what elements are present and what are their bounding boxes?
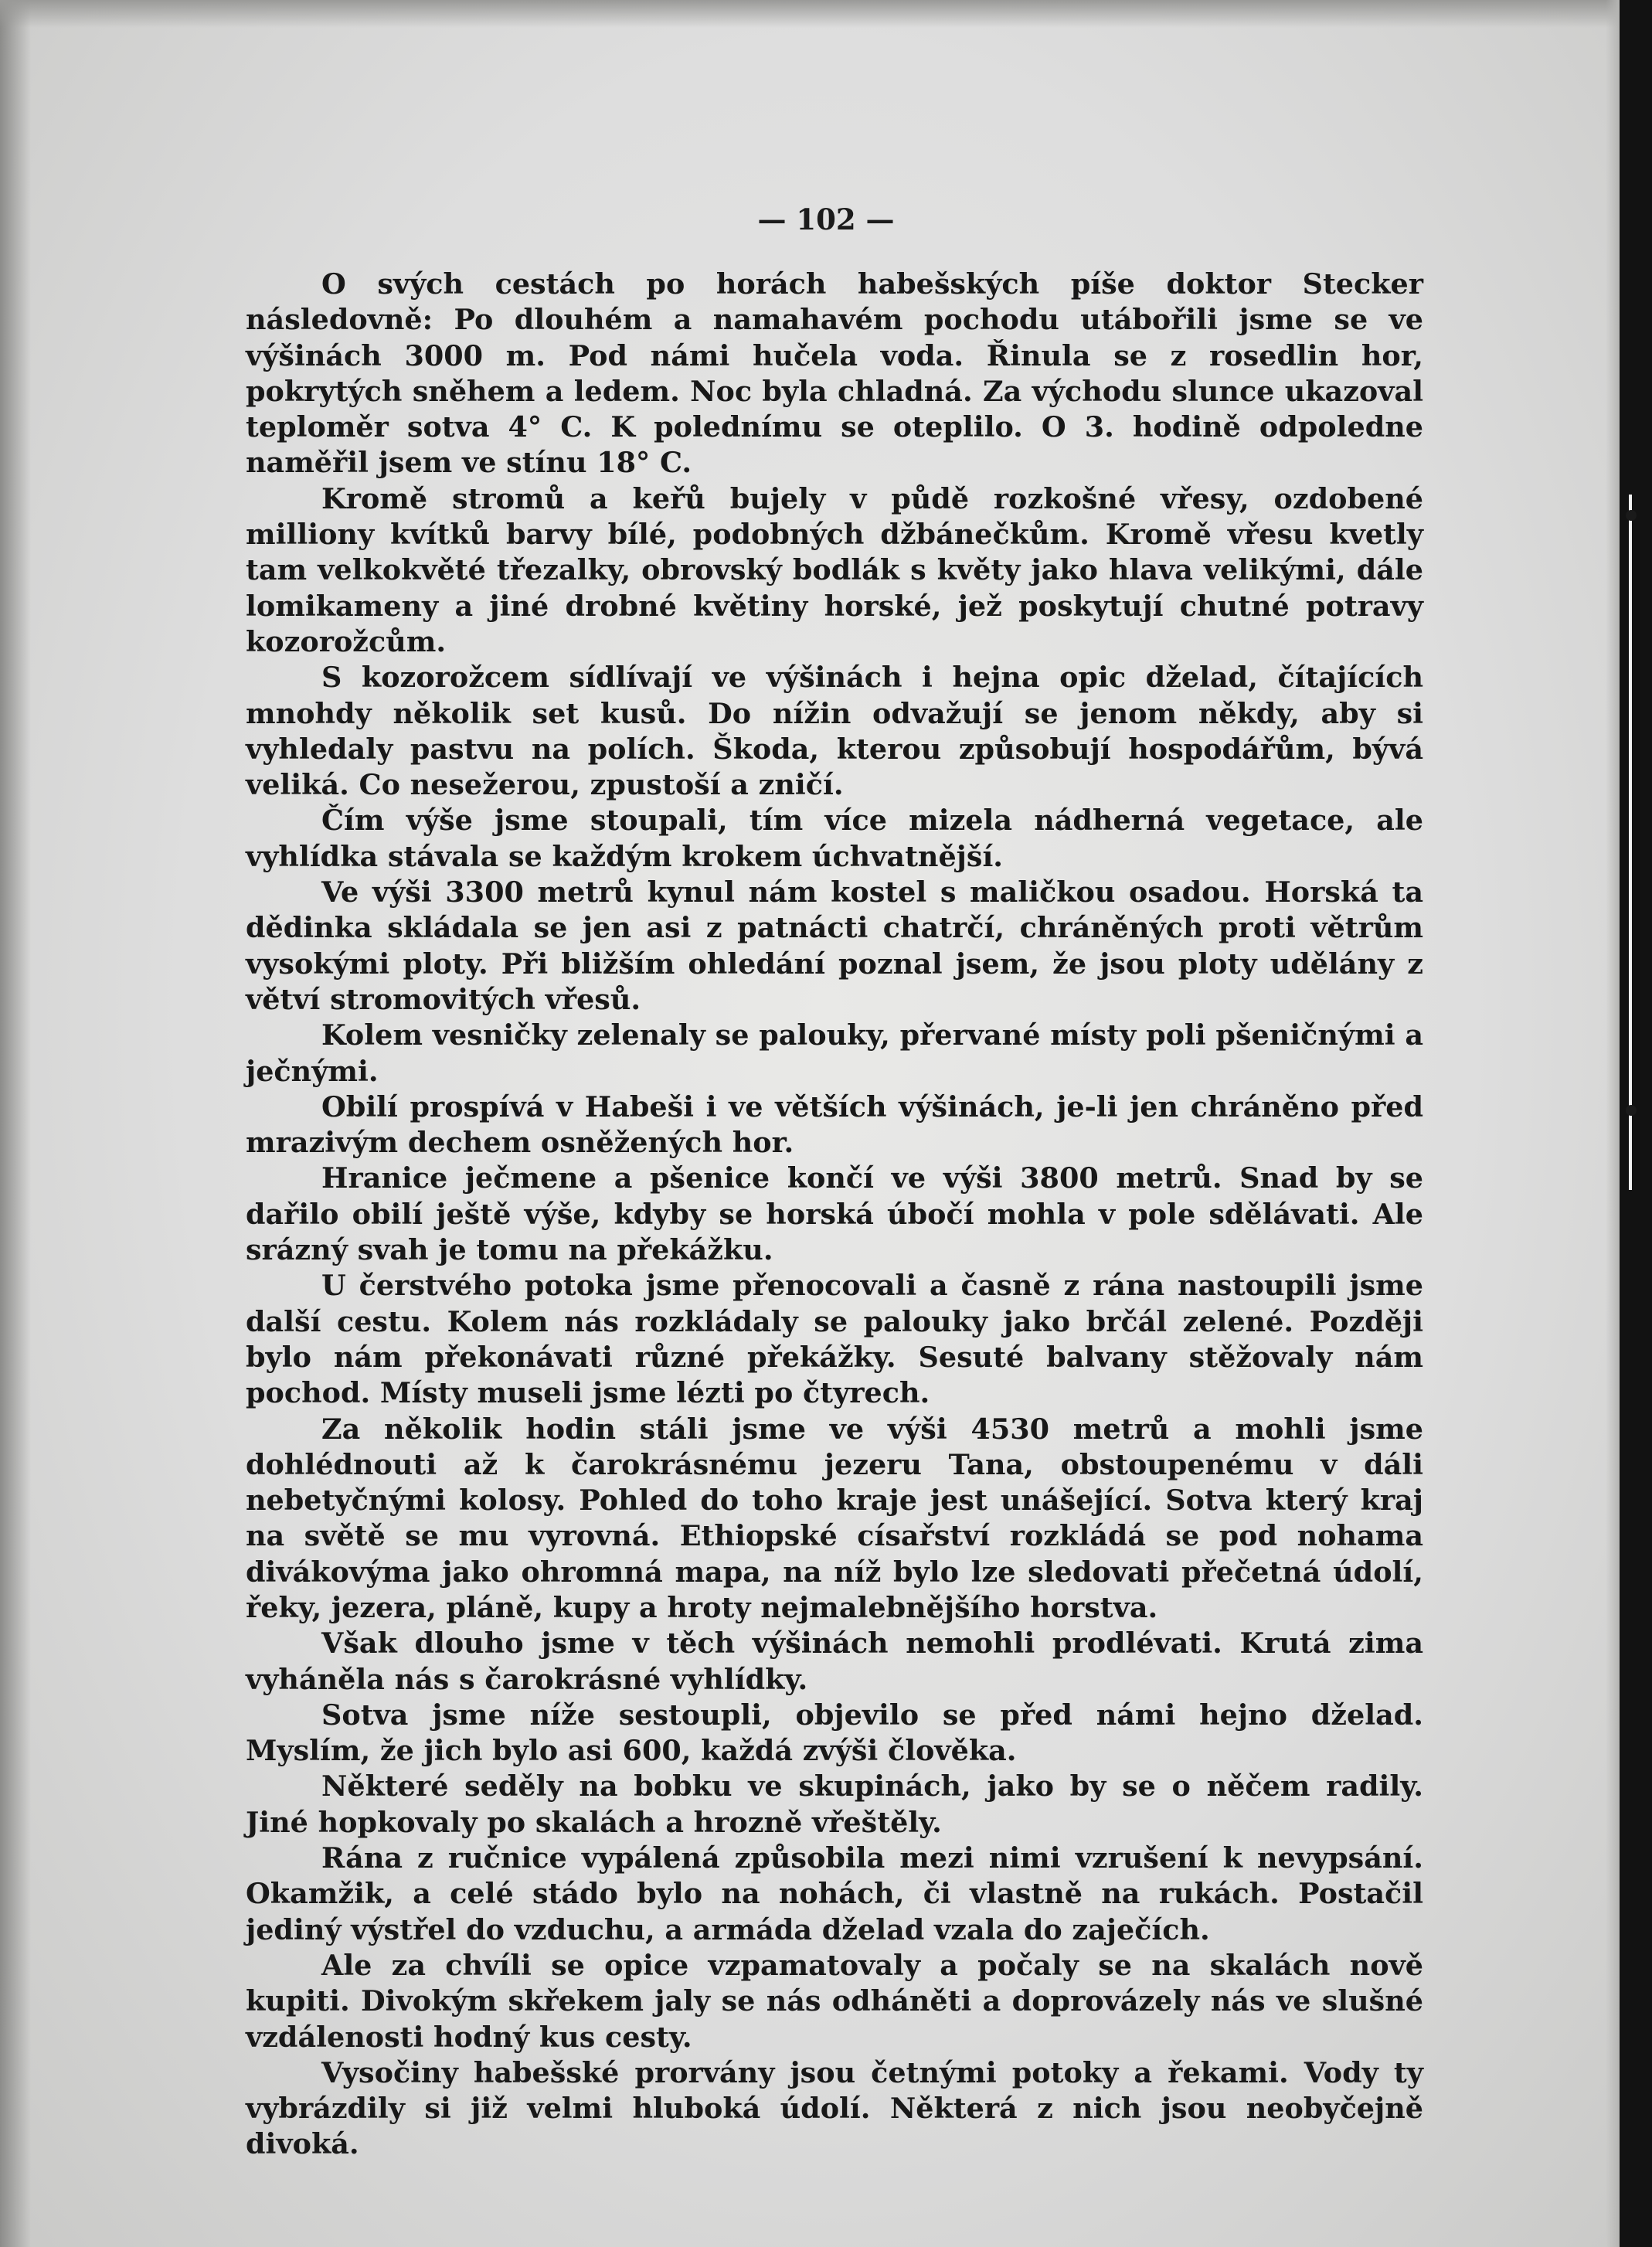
paragraph: O svých cestách po horách habešských píše doktor Stecker následovně: Po dlouhém a namahavém pochodu utábořili jsme se ve výšinách 3000 m. Pod námi hučela voda. Řinula se z rosedlin hor, pokrytých sněhem a ledem. Noc byla chladná. Za východu slunce ukazoval teploměr sotva 4° C. K polednímu se oteplilo. O 3. hodině odpoledne naměřil jsem ve stínu 18° C.	[246, 267, 1423, 480]
paragraph: Ale za chvíli se opice vzpamatovaly a počaly se na skalách nově kupiti. Divokým skřekem jaly se nás odháněti a doprovázely nás ve slušné vzdálenosti hodný kus cesty.	[246, 1948, 1423, 2054]
paragraph: Však dlouho jsme v těch výšinách nemohli prodlévati. Krutá zima vyháněla nás s čarokrásné vyhlídky.	[246, 1627, 1423, 1696]
paragraph: Za několik hodin stáli jsme ve výši 4530 metrů a mohli jsme dohlédnouti až k čarokrásnému jezeru Tana, obstoupenému v dáli nebetyčnými kolosy. Pohled do toho kraje jest unášející. Sotva který kraj na světě se mu vyrovná. Ethiopské císařství rozkládá se pod nohama divákovýma jako ohromná mapa, na níž bylo lze sledovati přečetná údolí, řeky, jezera, pláně, kupy a hroty nejmalebnějšího horstva.	[246, 1412, 1423, 1624]
paragraph: Hranice ječmene a pšenice končí ve výši 3800 metrů. Snad by se dařilo obilí ještě výše, kdyby se horská úbočí mohla v pole sdělávati. Ale srázný svah je tomu na překážku.	[246, 1161, 1423, 1267]
scan-border-right	[1620, 0, 1652, 2247]
paragraph: Rána z ručnice vypálená způsobila mezi nimi vzrušení k nevypsání. Okamžik, a celé stádo bylo na nohách, či vlastně na rukách. Postačil jediný výstřel do vzduchu, a armáda dželad vzala do zaječích.	[246, 1841, 1423, 1946]
paragraph: Kromě stromů a keřů bujely v půdě rozkošné vřesy, ozdobené milliony kvítků barvy bílé, podobných džbánečkům. Kromě vřesu kvetly tam velkokvěté třezalky, obrovský bodlák s květy jako hlava velikými, dále lomikameny a jiné drobné květiny horské, jež poskytují chutné potravy kozorožcům.	[246, 481, 1423, 658]
paragraph: Obilí prospívá v Habeši i ve větších výšinách, je-li jen chráněno před mrazivým dechem osněžených hor.	[246, 1090, 1423, 1160]
paragraph: Kolem vesničky zelenaly se palouky, přervané místy poli pšeničnými a ječnými.	[246, 1018, 1423, 1088]
paragraph: Vysočiny habešské prorvány jsou četnými potoky a řekami. Vody ty vybrázdily si již velmi hluboká údolí. Některá z nich jsou neobyčejně divoká.	[246, 2055, 1423, 2161]
page-number: — 102 —	[757, 202, 895, 236]
paragraph: U čerstvého potoka jsme přenocovali a časně z rána nastoupili jsme další cestu. Kolem nás rozkládaly se palouky jako brčál zelené. Později bylo nám překonávati různé překážky. Sesuté balvany stěžovaly nám pochod. Místy museli jsme lézti po čtyrech.	[246, 1269, 1423, 1410]
paragraph: Některé seděly na bobku ve skupinách, jako by se o něčem radily. Jiné hopkovaly po skalách a hrozně vřeštěly.	[246, 1769, 1423, 1839]
margin-guide-line	[1629, 495, 1632, 1190]
margin-mark-icon	[1626, 510, 1637, 521]
body-text	[246, 267, 1423, 2163]
paragraph: Sotva jsme níže sestoupli, objevilo se před námi hejno dželad. Myslím, že jich bylo asi 600, každá zvýši člověka.	[246, 1698, 1423, 1768]
paragraph: Čím výše jsme stoupali, tím více mizela nádherná vegetace, ale vyhlídka stávala se každým krokem úchvatnější.	[246, 804, 1423, 873]
page-shadow-right	[1606, 0, 1620, 2247]
margin-mark-icon	[1626, 1105, 1637, 1116]
page-shadow-top	[0, 0, 1652, 28]
paragraph: S kozorožcem sídlívají ve výšinách i hejna opic dželad, čítajících mnohdy několik set kusů. Do nížin odvažují se jenom někdy, aby si vyhledaly pastvu na polích. Škoda, kterou způsobují hospodářům, bývá veliká. Co nesežerou, zpustoší a zničí.	[246, 661, 1423, 802]
paragraph: Ve výši 3300 metrů kynul nám kostel s maličkou osadou. Horská ta dědinka skládala se jen asi z patnácti chatrčí, chráněných proti větrům vysokými ploty. Při bližším ohledání poznal jsem, že jsou ploty udělány z větví stromovitých vřesů.	[246, 875, 1423, 1016]
page-shadow-left	[0, 0, 31, 2247]
